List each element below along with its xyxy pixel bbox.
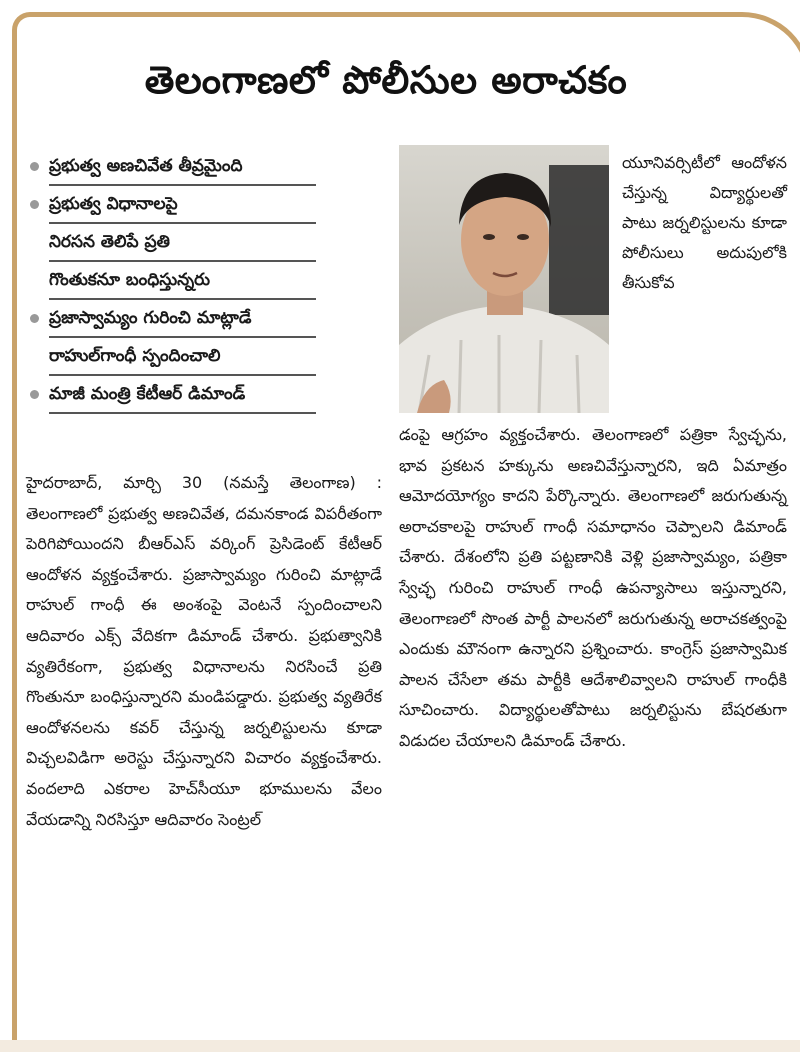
portrait-photo (399, 145, 609, 413)
bullet-list (26, 148, 316, 414)
portrait-image (399, 145, 609, 413)
article-body-right-top (622, 148, 787, 298)
bullet-line: మాజీ మంత్రి కేటీఆర్‌ డిమాండ్‌ (49, 376, 316, 414)
bullet-item (26, 300, 316, 376)
bullet-dot-icon (30, 314, 39, 323)
bullet-line: ప్రభుత్వ విధానాలపై (49, 186, 316, 224)
bullet-dot-icon (30, 162, 39, 171)
article-body-left (26, 468, 382, 835)
bullet-dot-icon (30, 390, 39, 399)
bullet-item (26, 376, 316, 414)
bullet-line: ప్రభుత్వ అణచివేత తీవ్రమైంది (49, 148, 316, 186)
paragraph: హైదరాబాద్‌, మార్చి 30 (నమస్తే తెలంగాణ) : తెలంగాణలో ప్రభుత్వ అణచివేత, దమనకాండ విపరీతంగా పెరిగిపోయిందని బీఆర్‌ఎస్‌ వర్కింగ్‌ ప్రెసిడెంట్‌ కేటీఆర్‌ ఆందోళన వ్యక్తంచేశారు. ప్రజాస్వామ్యం గురించి మాట్లాడే రాహుల్‌ గాంధీ ఈ అంశంపై వెంటనే స్పందించాలని ఆదివారం ఎక్స్‌ వేదికగా డిమాండ్‌ చేశారు. ప్రభుత్వానికి వ్యతిరేకంగా, ప్రభుత్వ విధానాలను నిరసించే ప్రతి గొంతునూ బంధిస్తున్నారని మండిపడ్డారు. ప్రభుత్వ వ్యతిరేక ఆందోళనలను కవర్‌ చేస్తున్న జర్నలిస్టులను కూడా విచ్చలవిడిగా అరెస్టు చేస్తున్నారని విచారం వ్యక్తంచేశారు. వందలాది ఎకరాల హెచ్‌సీయూ భూములను వేలం వేయడాన్ని నిరసిస్తూ ఆదివారం సెంట్రల్‌ (26, 473, 382, 829)
article-body-right (399, 420, 787, 757)
paragraph: డంపై ఆగ్రహం వ్యక్తంచేశారు. తెలంగాణలో పత్రికా స్వేచ్ఛను, భావ ప్రకటన హక్కును అణచివేస్తున్నారని, ఇది ఏమాత్రం ఆమోదయోగ్యం కాదని పేర్కొన్నారు. తెలంగాణలో జరుగుతున్న అరాచకాలపై రాహుల్‌ గాంధీ సమాధానం చెప్పాలని డిమాండ్‌ చేశారు. దేశంలోని ప్రతి పట్టణానికి వెళ్లి ప్రజాస్వామ్యం, పత్రికా స్వేచ్ఛ గురించి రాహుల్‌ గాంధీ ఉపన్యాసాలు ఇస్తున్నారని, తెలంగాణలో సొంత పార్టీ పాలనలో జరుగుతున్న అరాచకత్వంపై ఎందుకు మౌనంగా ఉన్నారని ప్రశ్నించారు. కాంగ్రెస్‌ ప్రజాస్వామిక పాలన చేసేలా తమ పార్టీకి ఆదేశాలివ్వాలని రాహుల్‌ గాంధీకి సూచించారు. విద్యార్థులతోపాటు జర్నలిస్టును బేషరతుగా విడుదల చేయాలని డిమాండ్‌ చేశారు. (399, 425, 787, 750)
bullet-item (26, 148, 316, 186)
paragraph: యూనివర్సిటీలో ఆందోళన చేస్తున్న విద్యార్థులతో పాటు జర్నలిస్టులను కూడా పోలీసులు అదుపులోకి తీసుకోవ (622, 153, 787, 292)
bullet-line: ప్రజాస్వామ్యం గురించి మాట్లాడే (49, 300, 316, 338)
bullet-line: గొంతుకనూ బంధిస్తున్నరు (49, 262, 316, 300)
bullet-line: నిరసన తెలిపే ప్రతి (49, 224, 316, 262)
bullet-line: రాహుల్‌గాంధీ స్పందించాలి (49, 338, 316, 376)
bottom-strip (0, 1040, 800, 1052)
bullet-dot-icon (30, 200, 39, 209)
headline: తెలంగాణలో పోలీసుల అరాచకం (144, 58, 628, 102)
bullet-item (26, 186, 316, 300)
